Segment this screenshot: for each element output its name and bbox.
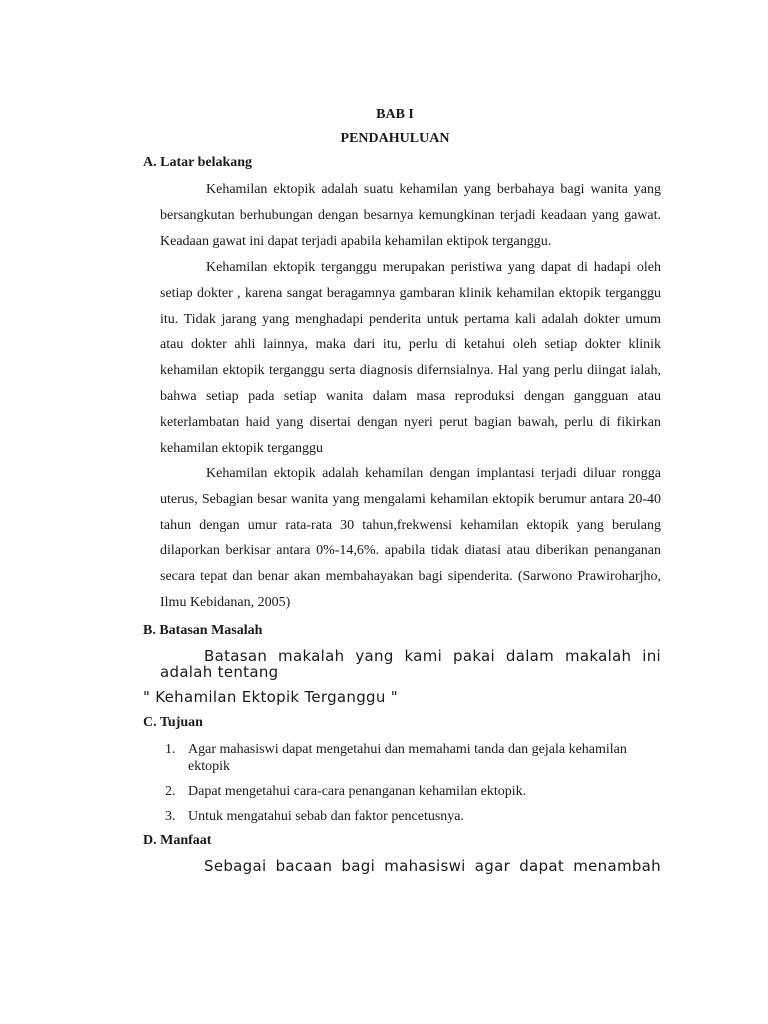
list-item-text: Agar mahasiswi dapat mengetahui dan memahami tanda dan gejala kehamilan ektopik [188, 742, 627, 774]
topic-quote: " Kehamilan Ektopik Terganggu " [143, 688, 398, 706]
list-item [160, 741, 665, 775]
list-item-number: 1. [165, 742, 176, 757]
section-heading-tujuan: C. Tujuan [143, 715, 203, 730]
section-heading-batasan-masalah: B. Batasan Masalah [143, 623, 263, 638]
section-heading-latar-belakang: A. Latar belakang [143, 155, 253, 170]
chapter-number: BAB I [376, 107, 414, 122]
list-item-number: 3. [165, 809, 176, 824]
list-item-number: 2. [165, 784, 176, 799]
list-item-text: Dapat mengetahui cara-cara penanganan kehamilan ektopik. [188, 784, 527, 799]
paragraph-batasan-masalah: Batasan makalah yang kami pakai dalam makalah ini adalah tentang [160, 647, 661, 681]
paragraph-latar-belakang-3: Kehamilan ektopik adalah kehamilan dengan implantasi terjadi diluar rongga uterus, Sebagian besar wanita yang mengalami kehamilan ektopik berumur antara 20-40 tahun dengan umur rata-rata 30 tahun,frekwensi kehamilan ektopik yang berulang dilaporkan berkisar antara 0%-14,6%. apabila tidak diatasi atau diberikan penanganan secara tepat dan benar akan membahayakan bagi sipenderita. (Sarwono Prawiroharjho, Ilmu Kebidanan, 2005) [160, 466, 661, 610]
list-item [160, 808, 665, 825]
list-item-text: Untuk mengatahui sebab dan faktor pencetusnya. [188, 809, 465, 824]
section-heading-manfaat: D. Manfaat [143, 833, 212, 848]
chapter-title: PENDAHULUAN [340, 131, 450, 146]
list-item [160, 783, 665, 800]
paragraph-manfaat: Sebagai bacaan bagi mahasiswi agar dapat menambah [204, 857, 661, 875]
paragraph-latar-belakang-2: Kehamilan ektopik terganggu merupakan peristiwa yang dapat di hadapi oleh setiap dokter , karena sangat beragamnya gambaran klinik kehamilan ektopik terganggu itu. Tidak jarang yang menghadapi penderita untuk pertama kali adalah dokter umum atau dokter ahli lainnya, maka dari itu, perlu di ketahui oleh setiap dokter klinik kehamilan ektopik terganggu serta diagnosis difernsialnya. Hal yang perlu diingat ialah, bahwa setiap pada setiap wanita dalam masa reproduksi dengan gangguan atau keterlambatan haid yang disertai dengan nyeri perut bagian bawah, perlu di fikirkan kehamilan ektopik terganggu [160, 260, 661, 456]
paragraph-latar-belakang-1: Kehamilan ektopik adalah suatu kehamilan yang berbahaya bagi wanita yang bersangkutan berhubungan dengan besarnya kemungkinan terjadi keadaan yang gawat. Keadaan gawat ini dapat terjadi apabila kehamilan ektipok terganggu. [160, 182, 661, 249]
